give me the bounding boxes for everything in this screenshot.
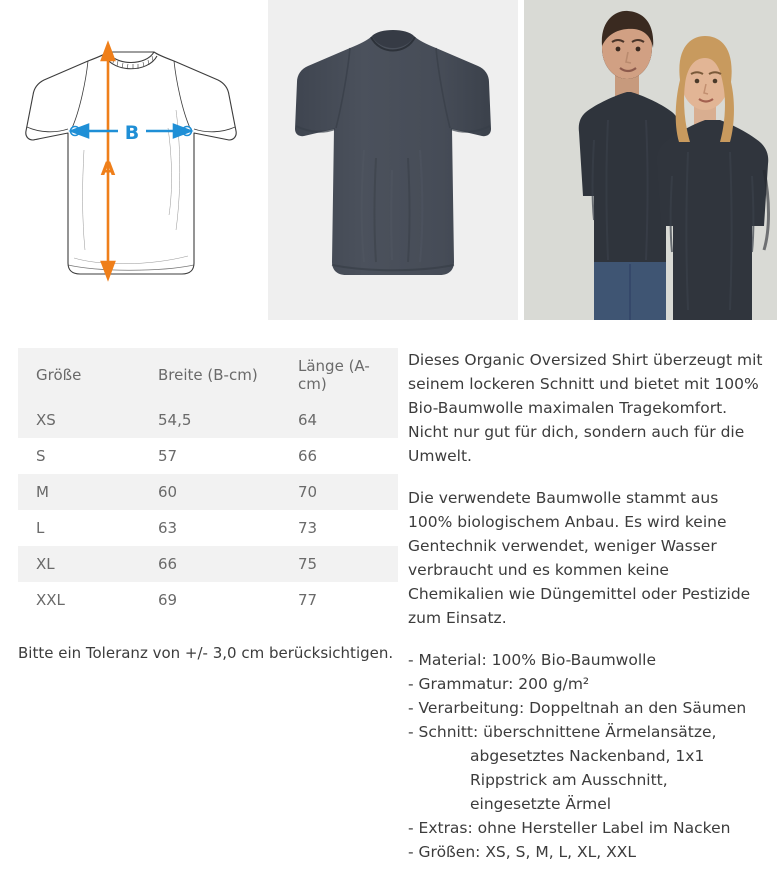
models-illustration	[524, 0, 777, 320]
col-header-width: Breite (B-cm)	[158, 366, 258, 384]
description-column	[400, 348, 777, 864]
size-table-column	[0, 348, 400, 864]
table-row	[18, 402, 398, 438]
cell-width: 63	[158, 519, 178, 537]
spec-material: - Material: 100% Bio-Baumwolle	[408, 651, 656, 670]
product-models-photo	[524, 0, 777, 320]
cell-size: XS	[36, 411, 56, 429]
tolerance-note: Bitte ein Toleranz von +/- 3,0 cm berücksichtigen.	[18, 644, 394, 662]
spec-groessen: - Größen: XS, S, M, L, XL, XXL	[408, 843, 637, 862]
flat-shirt-illustration	[268, 0, 518, 320]
cell-size: XXL	[36, 591, 65, 609]
spec-schnitt-line-4: eingesetzte Ärmel	[470, 795, 612, 814]
product-image-row	[0, 0, 777, 320]
description-paragraph-2: Die verwendete Baumwolle stammt aus 100% biologischem Anbau. Es wird keine Gentechnik verwendet, weniger Wasser verbraucht und es kommen keine Chemikalien wie Düngemittel oder Pestizide zum Einsatz.	[408, 489, 751, 628]
cell-length: 66	[298, 447, 318, 465]
shirt-measurement-diagram	[0, 0, 262, 320]
table-row	[18, 510, 398, 546]
description-paragraph-1: Dieses Organic Oversized Shirt überzeugt mit seinem lockeren Schnitt und bietet mit 100% Bio-Baumwolle maximalen Tragekomfort. Nicht nur gut für dich, sondern auch für die Umwelt.	[408, 351, 763, 466]
cell-length: 75	[298, 555, 318, 573]
table-row	[18, 546, 398, 582]
size-table	[18, 348, 398, 618]
spec-list	[408, 648, 765, 864]
cell-size: L	[36, 519, 45, 537]
cell-size: S	[36, 447, 46, 465]
spec-verarbeitung: - Verarbeitung: Doppeltnah an den Säumen	[408, 699, 747, 718]
table-row	[18, 474, 398, 510]
product-flat-photo	[268, 0, 518, 320]
col-header-length: Länge (A-cm)	[298, 357, 370, 393]
cell-length: 70	[298, 483, 318, 501]
cell-length: 64	[298, 411, 318, 429]
width-label-b: B	[124, 122, 140, 144]
product-detail-content	[0, 348, 777, 864]
cell-width: 57	[158, 447, 178, 465]
length-label-a: A	[100, 158, 116, 180]
spec-schnitt: - Schnitt: überschnittene Ärmelansätze,	[408, 723, 717, 742]
spec-schnitt-line-3: Rippstrick am Ausschnitt,	[470, 771, 668, 790]
measurement-diagram-panel	[0, 0, 262, 320]
spec-extras: - Extras: ohne Hersteller Label im Nacken	[408, 819, 731, 838]
cell-width: 69	[158, 591, 178, 609]
cell-width: 54,5	[158, 411, 192, 429]
cell-width: 60	[158, 483, 178, 501]
cell-width: 66	[158, 555, 178, 573]
cell-length: 77	[298, 591, 318, 609]
col-header-size: Größe	[36, 366, 82, 384]
cell-size: M	[36, 483, 49, 501]
cell-size: XL	[36, 555, 55, 573]
table-row	[18, 438, 398, 474]
size-table-header-row	[18, 348, 398, 402]
table-row	[18, 582, 398, 618]
spec-schnitt-line-2: abgesetztes Nackenband, 1x1	[470, 747, 705, 766]
cell-length: 73	[298, 519, 318, 537]
spec-grammatur: - Grammatur: 200 g/m²	[408, 675, 590, 694]
